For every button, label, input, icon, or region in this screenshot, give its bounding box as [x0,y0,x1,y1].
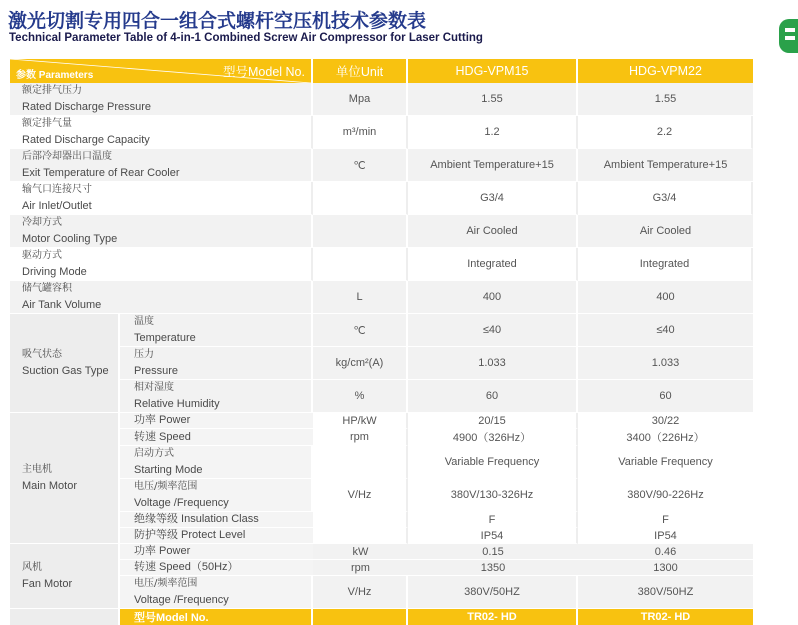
header-col1: HDG-VPM15 [408,59,578,83]
group-label-fan-motor: 风机 Fan Motor [10,544,120,609]
row-value-1: 60 [408,380,578,413]
table-row [10,182,753,215]
table-row [10,116,753,149]
row-value-2: 3400（226Hz） [578,429,753,446]
row-unit [313,446,408,479]
table-row [10,544,753,560]
row-unit: m³/min [313,116,408,149]
row-unit: V/Hz [313,576,408,609]
brand-badge-icon [779,19,798,53]
row-label: 额定排气压力 Rated Discharge Pressure [10,83,313,116]
table-row [10,512,753,528]
header-model-label: 型号Model No. [223,65,305,79]
row-unit: ℃ [313,149,408,182]
sub-label: 转速 Speed [120,429,313,446]
row-value-1: 1.55 [408,83,578,116]
row-label: 输气口连接尺寸 Air Inlet/Outlet [10,182,313,215]
row-value-2: 380V/90-226Hz [578,479,753,512]
sub-label: 电压/频率范围 Voltage /Frequency [120,479,313,512]
table-header [10,59,753,83]
row-value-2: 1.033 [578,347,753,380]
row-value-1: Variable Frequency [408,446,578,479]
row-label: 额定排气量 Rated Discharge Capacity [10,116,313,149]
row-unit: rpm [313,429,408,446]
row-value-2: Integrated [578,248,753,281]
row-label: 冷却方式 Motor Cooling Type [10,215,313,248]
row-value-1: 380V/50HZ [408,576,578,609]
sub-label: 转速 Speed（50Hz） [120,560,313,576]
sub-label: 启动方式 Starting Mode [120,446,313,479]
row-value-2: Variable Frequency [578,446,753,479]
table-row [10,446,753,479]
row-value-1: 1.033 [408,347,578,380]
row-unit: HP/kW [313,413,408,429]
row-value-2: 2.2 [578,116,753,149]
footer-blank-cell [10,609,120,625]
table-row [10,576,753,609]
table-row [10,429,753,446]
row-value-2: 0.46 [578,544,753,560]
table-row [10,528,753,544]
table-row [10,314,753,347]
row-value-1: 4900（326Hz） [408,429,578,446]
row-value-2: 60 [578,380,753,413]
table-row [10,413,753,429]
row-unit [313,528,408,544]
row-value-1: G3/4 [408,182,578,215]
page-title-en: Technical Parameter Table of 4-in-1 Combined Screw Air Compressor for Laser Cutting [9,32,483,44]
row-value-1: IP54 [408,528,578,544]
row-unit [313,512,408,528]
sub-label: 功率 Power [120,544,313,560]
row-value-1: ≤40 [408,314,578,347]
row-unit: % [313,380,408,413]
footer-model-row [10,609,753,625]
row-label: 驱动方式 Driving Mode [10,248,313,281]
header-col2: HDG-VPM22 [578,59,753,83]
row-unit [313,248,408,281]
row-unit: ℃ [313,314,408,347]
row-unit: kW [313,544,408,560]
row-unit: kg/cm²(A) [313,347,408,380]
row-value-1: 400 [408,281,578,314]
row-unit: L [313,281,408,314]
row-value-2: 380V/50HZ [578,576,753,609]
table-row [10,479,753,512]
row-value-1: Integrated [408,248,578,281]
footer-unit-cell [313,609,408,625]
group-label-main-motor: 主电机 Main Motor [10,413,120,544]
row-value-1: 0.15 [408,544,578,560]
table-row [10,215,753,248]
header-unit: 单位Unit [313,59,408,83]
row-unit: V/Hz [313,479,408,512]
row-value-1: 20/15 [408,413,578,429]
row-value-2: 30/22 [578,413,753,429]
row-value-1: 1350 [408,560,578,576]
row-value-2: Air Cooled [578,215,753,248]
spec-table [10,59,753,625]
row-value-1: Ambient Temperature+15 [408,149,578,182]
row-value-2: G3/4 [578,182,753,215]
row-value-2: F [578,512,753,528]
row-unit [313,182,408,215]
group-label-suction: 吸气状态 Suction Gas Type [10,314,120,413]
row-label: 储气罐容积 Air Tank Volume [10,281,313,314]
sub-label: 相对湿度 Relative Humidity [120,380,313,413]
table-row [10,560,753,576]
row-value-2: IP54 [578,528,753,544]
row-value-2: 1300 [578,560,753,576]
row-label: 后部冷却器出口温度 Exit Temperature of Rear Cooler [10,149,313,182]
table-row [10,248,753,281]
sub-label: 防护等级 Protect Level [120,528,313,544]
row-unit: Mpa [313,83,408,116]
page-title-zh: 激光切割专用四合一组合式螺杆空压机技术参数表 [8,10,427,32]
row-value-2: Ambient Temperature+15 [578,149,753,182]
row-unit: rpm [313,560,408,576]
header-param-model-cell [10,59,313,83]
row-value-2: 1.55 [578,83,753,116]
sub-label: 压力 Pressure [120,347,313,380]
row-value-1: F [408,512,578,528]
table-row [10,347,753,380]
row-value-1: 1.2 [408,116,578,149]
row-value-2: 400 [578,281,753,314]
table-row [10,149,753,182]
row-value-2: ≤40 [578,314,753,347]
row-unit [313,215,408,248]
footer-model-label: 型号Model No. [120,609,313,625]
sub-label: 绝缘等级 Insulation Class [120,512,313,528]
row-value-1: Air Cooled [408,215,578,248]
sub-label: 温度 Temperature [120,314,313,347]
table-row [10,83,753,116]
footer-value-1: TR02- HD [408,609,578,625]
footer-value-2: TR02- HD [578,609,753,625]
row-value-1: 380V/130-326Hz [408,479,578,512]
table-row [10,380,753,413]
table-row [10,281,753,314]
sub-label: 电压/频率范围 Voltage /Frequency [120,576,313,609]
header-params-label: 参数 Parameters [16,70,94,81]
sub-label: 功率 Power [120,413,313,429]
